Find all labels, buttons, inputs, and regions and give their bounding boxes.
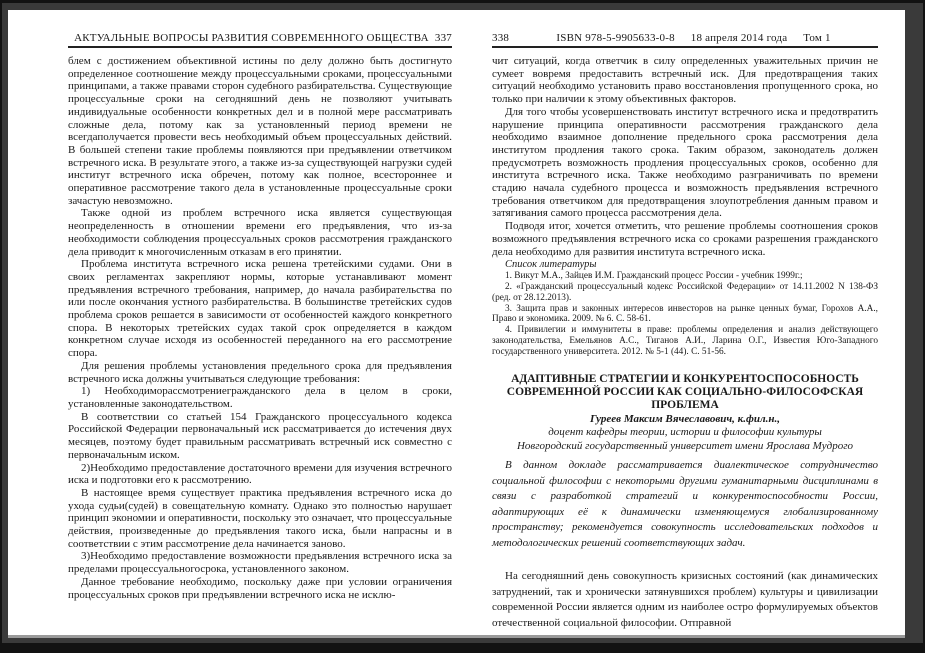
reference-item: 4. Привилегии и иммунитеты в праве: проблемы определения и анализ действующего законодательства, Емельянов А.С., Тиганов А.И., Ларина О.Г., Известия Юго-Западного государственного университета. 2012. № 5-1 (44). С. 51-56. [492, 325, 878, 357]
running-head-imprint [509, 32, 878, 44]
issue-date: 18 апреля 2014 года [690, 32, 788, 44]
reference-item: 2. «Гражданский процессуальный кодекс Российской Федерации» от 14.11.2002 N 138-ФЗ (ред. от 28.12.2013). [492, 282, 878, 303]
article-body-paragraph: На сегодняшний день совокупность кризисных состояний (как динамических затруднений, так и хронически затянувшихся проблем) культуры и цивилизации современной России является одним из наиболее остро формулируемых объектов отечественной социальной философии. Отправной [492, 570, 878, 629]
references-heading: Список литературы [505, 259, 597, 271]
paragraph: Для того чтобы усовершенствовать институт встречного иска и предотвратить нарушение принципа оперативности рассмотрения гражданского дела необходимо взаимное дополнение предельного срока рассмотрения дела институтом продления такого срока. Таким образом, законодатель должен предусмотреть возможность продления процессуальных сроков, особенно для института встречного иска. Также необходимо разграничивать по времени стадию начала судебного процесса и возможность предъявления встречного требования ответчиком для предотвращения злоупотребления данным правом и затягивания самого процесса рассмотрения дела. [492, 105, 878, 220]
paragraph: 3)Необходимо предоставление возможности предъявления встречного иска за пределами процессуальногосрока, установленного законом. [68, 550, 452, 576]
article-affiliation: Новгородский государственный университет имени Ярослава Мудрого [516, 439, 854, 452]
paragraph: 1) Необходиморассмотрениегражданского дела в целом в сроки, установленные законодательством. [68, 385, 452, 410]
article-title: АДАПТИВНЫЕ СТРАТЕГИИ И КОНКУРЕНТОСПОСОБНОСТЬ СОВРЕМЕННОЙ РОССИИ КАК СОЦИАЛЬНО-ФИЛОСОФСКАЯ ПРОБЛЕМА [506, 372, 864, 412]
paragraph: В настоящее время существует практика предъявления встречного иска до ухода судьи(судей) в совещательную комнату. Однако это полностью нарушает принцип экономии и оперативности, поскольку это означает, что процессуальные действия, произведенные до предъявления такого иска, были напрасны и в соответствии с этим рассмотрение дела начинается заново. [68, 486, 452, 550]
page-number-left: 337 [434, 32, 452, 44]
reference-item: 1. Викут М.А., Зайцев И.М. Гражданский процесс России - учебник 1999г.; [505, 271, 803, 282]
right-page [492, 32, 878, 635]
paragraph: Для решения проблемы установления предельного срока для предъявления встречного иска должны учитываться следующие требования: [68, 359, 452, 385]
left-page [68, 32, 452, 635]
paragraph: чит ситуаций, когда ответчик в силу определенных уважительных причин не сумеет вовремя предоставить встречный иск. Для предотвращения таких ситуаций необходимо установить право восстановления пропущенного срока, но только при наличии к этому объективных факторов. [492, 55, 878, 106]
running-head-title: АКТУАЛЬНЫЕ ВОПРОСЫ РАЗВИТИЯ СОВРЕМЕННОГО ОБЩЕСТВА [74, 32, 429, 44]
volume: Том 1 [803, 32, 831, 44]
paragraph: В соответствии со статьей 154 Гражданского процессуального кодекса Российской Федерации первоначальный иск рассматривается до истечения двух месяцев, поэтому будет правильным рассматривать встречный иск совместно с первоначальным иском. [68, 410, 452, 461]
article-abstract: В данном докладе рассматривается диалектическое сотрудничество социальной философии с некоторыми другими гуманитарными дисциплинами в связи с разработкой стратегий и конкурентоспособности России, адаптирующих её к динамически изменяющемуся глобализированному пространству; рекомендуется совокупность исследовательских подходов и методологических решений соответствующих задач. [492, 459, 878, 549]
page-number-right: 338 [492, 32, 510, 44]
page-spread [8, 10, 905, 635]
left-page-text [68, 55, 452, 601]
paragraph: Подводя итог, хочется отметить, что решение проблемы соотношения сроков возможного предъявления встречного иска со сроками разрешения гражданского дела необходимо для развития института встречного иска. [492, 220, 878, 258]
paragraph: 2)Необходимо предоставление достаточного времени для изучения встречного иска и подготовки его к рассмотрению. [68, 461, 452, 487]
right-running-head [492, 32, 878, 48]
right-page-text [492, 55, 878, 258]
references-list [492, 271, 878, 357]
paragraph: блем с достижением объективной истины по делу должно быть достигнуто определенное соотношение между процессуальными сроками, процессуальными принципами, а также правами сторон судебного разбирательства. Существующие процессуальные сроки на сегодняшний день не позволяют учитывать индивидуальные особенности конкретных дел и в полной мере рассматривать сложные дела, потому как за установленный период времени не всегдаполучается провести весь необходимый объем процессуальных действий. В большей степени такие проблемы появляются при предъявлении ответчиком встречного иска. В результате этого, а также из-за существующей нагрузки судей институт встречного иска обречен, потому как полное, всестороннее и оперативное рассмотрение такого дела в установленные процессуальные сроки зачастую невозможно. [68, 55, 452, 207]
paragraph: Проблема института встречного иска решена третейскими судами. Они в своих регламентах закрепляют нормы, которые устанавливают момент предъявления встречного требования, например, до начала разбирательства по или после окончания устного разбирательства. В большинстве третейских судов проблема сроков решается в зависимости от особенностей каждого конкретного спора. В некоторых третейских судах такой срок определяется в каждом конкретном случае исходя из особенностей переданного на его рассмотрение спора. [68, 258, 452, 360]
reference-item: 3. Защита прав и законных интересов инвесторов на рынке ценных бумаг, Горохов А.А., Право и экономика. 2009. № 6. С. 58-61. [492, 303, 878, 325]
paragraph: Данное требование необходимо, поскольку даже при условии ограничения процессуальных сроков при предъявлении встречного иска не исклю- [68, 575, 452, 601]
isbn: ISBN 978-5-9905633-0-8 [556, 32, 675, 44]
article-author: Гуреев Максим Вячеславович, к.фил.н., [590, 412, 780, 425]
article-author-position: доцент кафедры теории, истории и философии культуры [548, 426, 822, 439]
document-sheet [8, 10, 905, 638]
left-running-head [68, 32, 452, 48]
paragraph: Также одной из проблем встречного иска является существующая неопределенность в отношении времени его предъявления, что из-за необходимости соблюдения процессуальных сроков рассмотрения гражданского дела приводит к многочисленным отказам в его принятии. [68, 207, 452, 258]
